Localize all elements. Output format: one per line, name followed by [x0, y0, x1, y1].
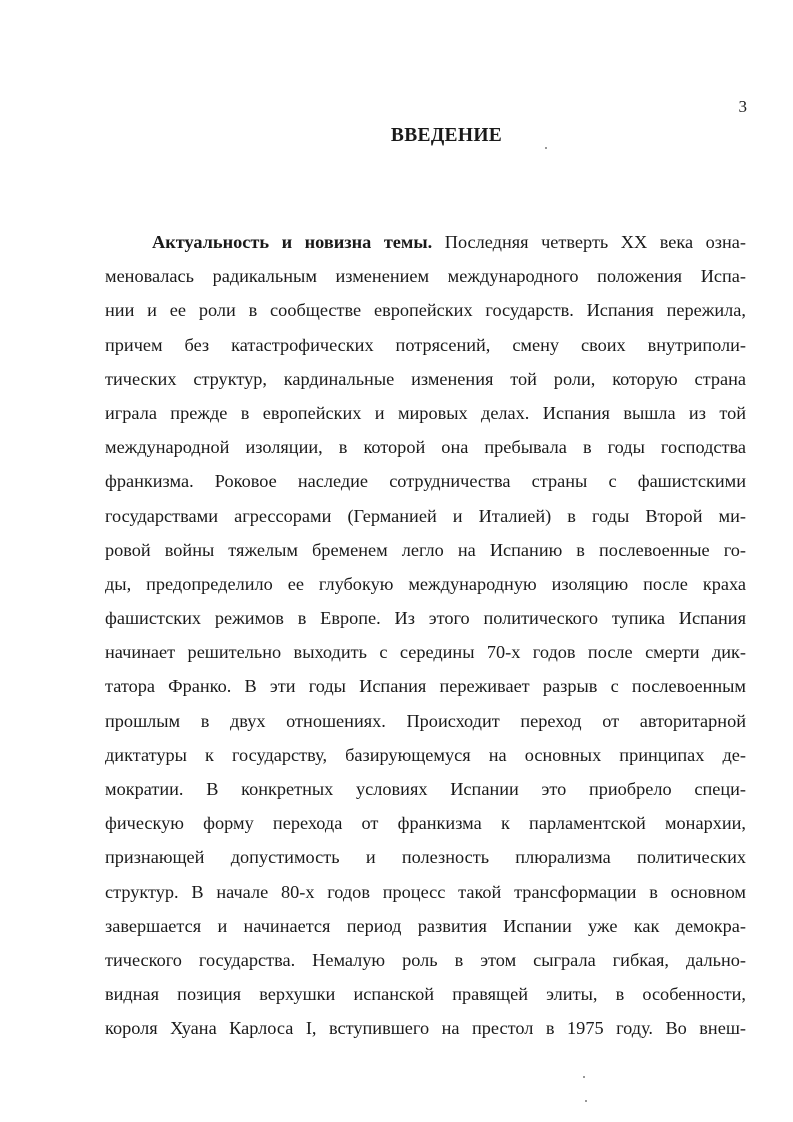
text-line-7: международной изоляции, в которой она пребывала в годы господства: [105, 437, 746, 458]
text-line-6: играла прежде в европейских и мировых делах. Испания вышла из той: [105, 402, 746, 423]
text-line-11: ды, предопределило ее глубокую международную изоляцию после краха: [105, 573, 746, 594]
body-paragraph: [105, 227, 746, 1048]
scan-speck: [585, 1100, 587, 1102]
text-line-14: татора Франко. В эти годы Испания переживает разрыв с послевоенным: [105, 676, 746, 697]
text-line-9: государствами агрессорами (Германией и Италией) в годы Второй ми-: [105, 505, 746, 526]
text-line-19: признающей допустимость и полезность плюрализма политических: [105, 847, 746, 868]
text-line-22: тического государства. Немалую роль в этом сыграла гибкая, дально-: [105, 949, 746, 970]
text-line-15: прошлым в двух отношениях. Происходит переход от авторитарной: [105, 710, 746, 731]
paragraph-lead: Актуальность и новизна темы.: [152, 232, 433, 252]
text-line-3: нии и ее роли в сообществе европейских государств. Испания пережила,: [105, 300, 746, 321]
text-line-1-rest: Последняя четверть XX века озна-: [432, 232, 746, 252]
text-line-17: мократии. В конкретных условиях Испании это приобрело специ-: [105, 779, 746, 799]
text-line-13: начинает решительно выходить с середины 70-х годов после смерти дик-: [105, 642, 746, 663]
text-line-23: видная позиция верхушки испанской правящей элиты, в особенности,: [105, 984, 746, 1005]
text-line-18: фическую форму перехода от франкизма к парламентской монархии,: [105, 813, 746, 834]
text-line-2: меновалась радикальным изменением международного положения Испа-: [105, 266, 746, 287]
text-line-10: ровой войны тяжелым бременем легло на Испанию в послевоенные го-: [105, 539, 746, 560]
text-line-16: диктатуры к государству, базирующемуся на основных принципах де-: [105, 744, 746, 765]
text-line-21: завершается и начинается период развития Испании уже как демокра-: [105, 915, 746, 936]
text-line-24: короля Хуана Карлоса I, вступившего на престол в 1975 году. Во внеш-: [105, 1018, 746, 1039]
scan-speck: [583, 1076, 585, 1078]
text-line-1: [105, 227, 746, 261]
text-line-20: структур. В начале 80-х годов процесс такой трансформации в основном: [105, 881, 746, 902]
page-number: 3: [738, 97, 747, 116]
page-title: ВВЕДЕНИЕ: [390, 125, 503, 146]
text-line-8: франкизма. Роковое наследие сотрудничества страны с фашистскими: [105, 471, 746, 492]
text-line-12: фашистских режимов в Европе. Из этого политического тупика Испания: [105, 608, 746, 629]
text-line-5: тических структур, кардинальные изменения той роли, которую страна: [105, 368, 746, 389]
text-line-4: причем без катастрофических потрясений, смену своих внутриполи-: [105, 334, 746, 355]
scan-speck: [545, 147, 547, 149]
